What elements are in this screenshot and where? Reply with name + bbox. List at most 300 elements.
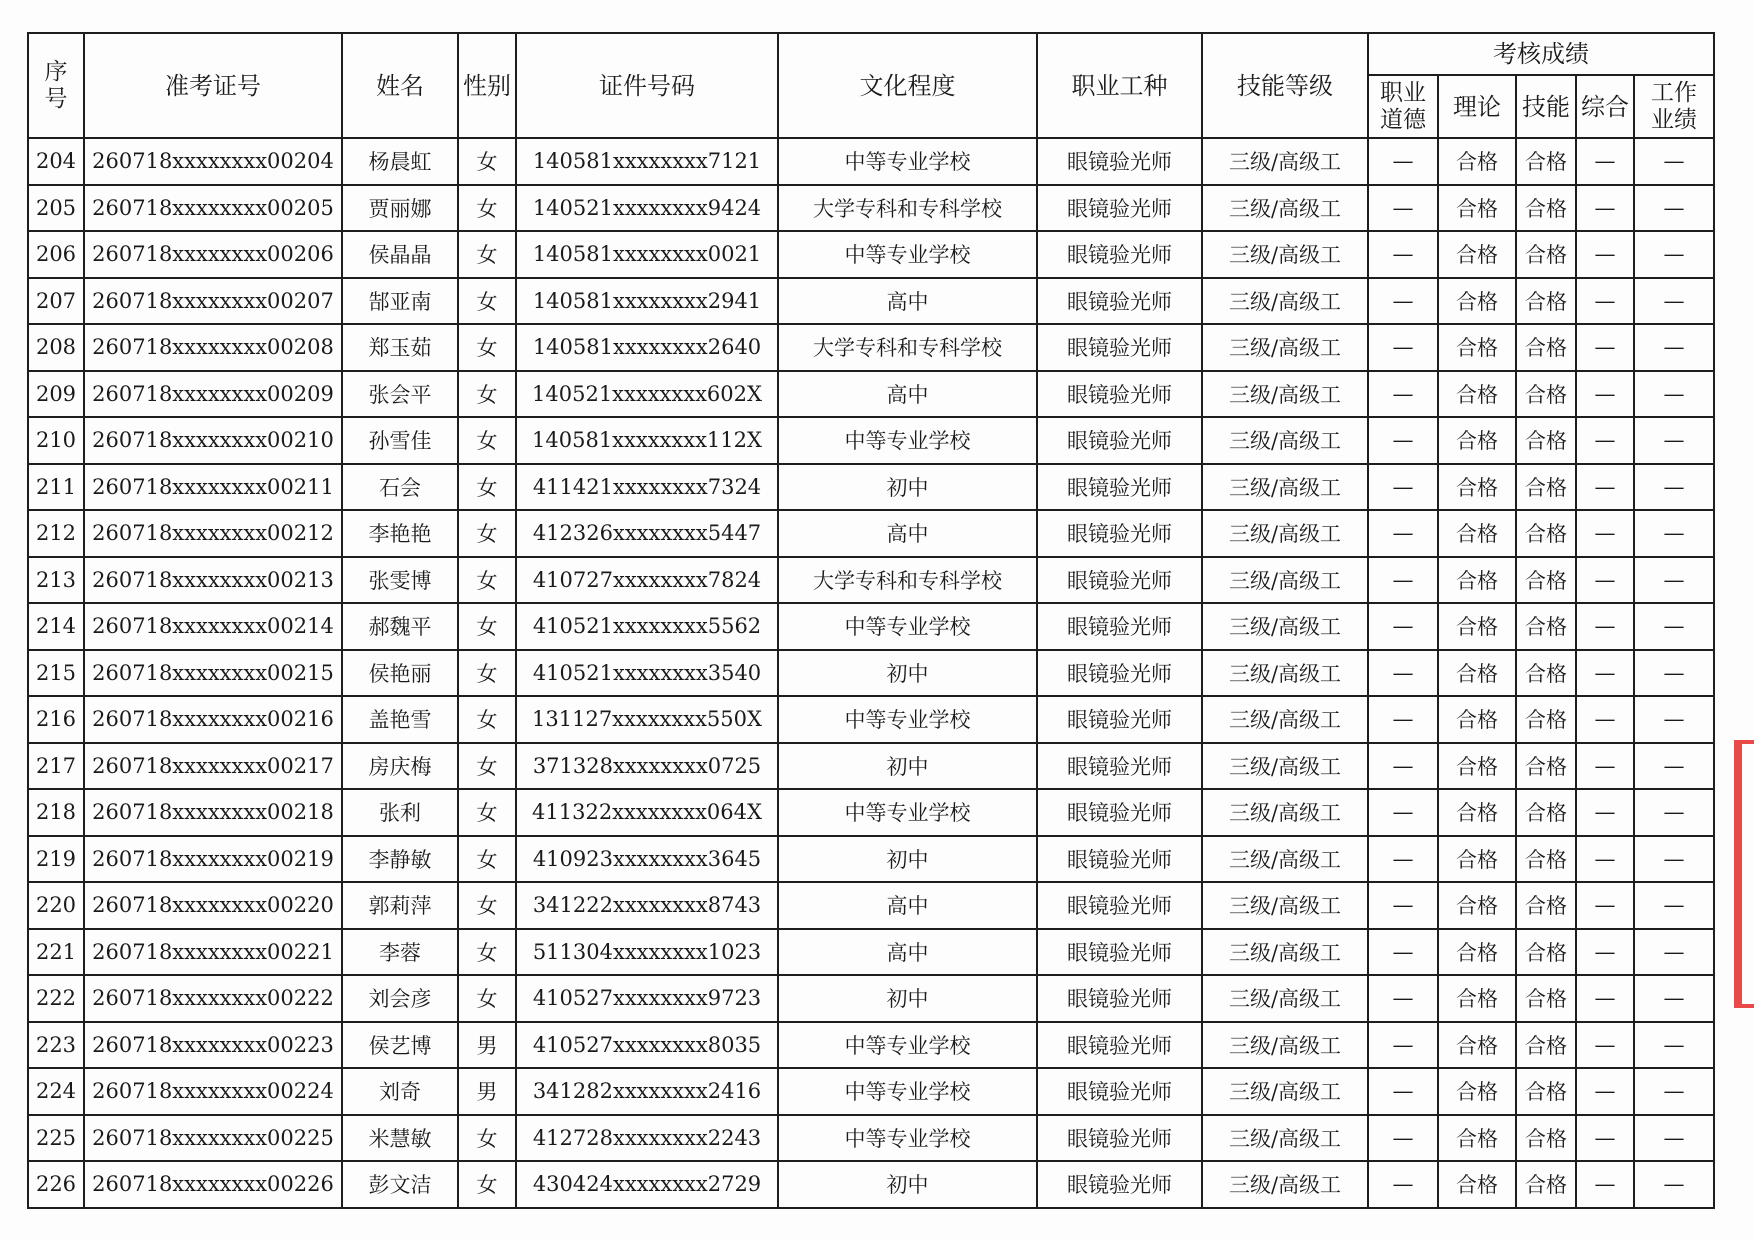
- cell-skill: 合格: [1516, 975, 1576, 1022]
- cell-seq: 214: [28, 603, 84, 650]
- table-row: [28, 1068, 1714, 1115]
- cell-performance: —: [1634, 185, 1714, 232]
- cell-occupation: 眼镜验光师: [1037, 603, 1202, 650]
- cell-skill-level: 三级/高级工: [1202, 882, 1368, 929]
- table-row: [28, 650, 1714, 697]
- cell-name: 郜亚南: [342, 278, 458, 325]
- cell-theory: 合格: [1438, 185, 1516, 232]
- cell-skill-level: 三级/高级工: [1202, 417, 1368, 464]
- cell-theory: 合格: [1438, 650, 1516, 697]
- cell-education: 大学专科和专科学校: [778, 557, 1037, 604]
- cell-exam-id: 260718xxxxxxxx00219: [84, 836, 342, 883]
- cell-comprehensive: —: [1576, 789, 1634, 836]
- cell-id-no: 410521xxxxxxxx3540: [516, 650, 778, 697]
- cell-occupation: 眼镜验光师: [1037, 138, 1202, 185]
- cell-skill: 合格: [1516, 464, 1576, 511]
- cell-ethics: —: [1368, 696, 1438, 743]
- cell-skill: 合格: [1516, 185, 1576, 232]
- cell-exam-id: 260718xxxxxxxx00216: [84, 696, 342, 743]
- cell-skill-level: 三级/高级工: [1202, 1022, 1368, 1069]
- header-education: 文化程度: [778, 33, 1037, 138]
- cell-comprehensive: —: [1576, 836, 1634, 883]
- header-theory: 理论: [1438, 75, 1516, 138]
- cell-name: 侯艳丽: [342, 650, 458, 697]
- cell-ethics: —: [1368, 371, 1438, 418]
- cell-gender: 女: [458, 1161, 516, 1208]
- cell-id-no: 410527xxxxxxxx8035: [516, 1022, 778, 1069]
- cell-comprehensive: —: [1576, 929, 1634, 976]
- cell-skill: 合格: [1516, 1161, 1576, 1208]
- cell-id-no: 511304xxxxxxxx1023: [516, 929, 778, 976]
- cell-education: 大学专科和专科学校: [778, 324, 1037, 371]
- cell-performance: —: [1634, 929, 1714, 976]
- cell-name: 刘奇: [342, 1068, 458, 1115]
- table-row: [28, 557, 1714, 604]
- table-row: [28, 231, 1714, 278]
- cell-gender: 女: [458, 278, 516, 325]
- cell-id-no: 341222xxxxxxxx8743: [516, 882, 778, 929]
- cell-education: 中等专业学校: [778, 1068, 1037, 1115]
- cell-skill-level: 三级/高级工: [1202, 510, 1368, 557]
- cell-id-no: 140581xxxxxxxx0021: [516, 231, 778, 278]
- cell-gender: 女: [458, 789, 516, 836]
- cell-education: 高中: [778, 278, 1037, 325]
- cell-performance: —: [1634, 371, 1714, 418]
- cell-seq: 210: [28, 417, 84, 464]
- cell-ethics: —: [1368, 324, 1438, 371]
- cell-id-no: 412728xxxxxxxx2243: [516, 1115, 778, 1162]
- cell-skill-level: 三级/高级工: [1202, 743, 1368, 790]
- cell-seq: 212: [28, 510, 84, 557]
- cell-name: 杨晨虹: [342, 138, 458, 185]
- cell-seq: 206: [28, 231, 84, 278]
- cell-theory: 合格: [1438, 975, 1516, 1022]
- cell-theory: 合格: [1438, 464, 1516, 511]
- cell-comprehensive: —: [1576, 975, 1634, 1022]
- cell-gender: 女: [458, 696, 516, 743]
- cell-id-no: 140521xxxxxxxx602X: [516, 371, 778, 418]
- cell-id-no: 410527xxxxxxxx9723: [516, 975, 778, 1022]
- cell-performance: —: [1634, 882, 1714, 929]
- header-gender: 性别: [458, 33, 516, 138]
- header-ethics: 职业道德: [1368, 75, 1438, 138]
- table-row: [28, 278, 1714, 325]
- cell-education: 中等专业学校: [778, 231, 1037, 278]
- table-row: [28, 836, 1714, 883]
- cell-ethics: —: [1368, 557, 1438, 604]
- cell-name: 贾丽娜: [342, 185, 458, 232]
- header-id-no: 证件号码: [516, 33, 778, 138]
- cell-theory: 合格: [1438, 696, 1516, 743]
- cell-exam-id: 260718xxxxxxxx00218: [84, 789, 342, 836]
- cell-gender: 女: [458, 836, 516, 883]
- header-occupation: 职业工种: [1037, 33, 1202, 138]
- cell-performance: —: [1634, 789, 1714, 836]
- cell-gender: 女: [458, 185, 516, 232]
- cell-occupation: 眼镜验光师: [1037, 1115, 1202, 1162]
- cell-occupation: 眼镜验光师: [1037, 464, 1202, 511]
- cell-theory: 合格: [1438, 417, 1516, 464]
- cell-theory: 合格: [1438, 1068, 1516, 1115]
- cell-occupation: 眼镜验光师: [1037, 231, 1202, 278]
- cell-education: 初中: [778, 464, 1037, 511]
- cell-gender: 女: [458, 650, 516, 697]
- cell-theory: 合格: [1438, 510, 1516, 557]
- cell-seq: 211: [28, 464, 84, 511]
- cell-exam-id: 260718xxxxxxxx00211: [84, 464, 342, 511]
- cell-skill: 合格: [1516, 1115, 1576, 1162]
- cell-seq: 222: [28, 975, 84, 1022]
- cell-exam-id: 260718xxxxxxxx00214: [84, 603, 342, 650]
- header-seq: 序号: [28, 33, 84, 138]
- cell-skill: 合格: [1516, 510, 1576, 557]
- cell-name: 盖艳雪: [342, 696, 458, 743]
- cell-ethics: —: [1368, 836, 1438, 883]
- red-seal-mark: [1734, 740, 1754, 1008]
- cell-id-no: 140581xxxxxxxx2941: [516, 278, 778, 325]
- cell-skill: 合格: [1516, 1068, 1576, 1115]
- cell-skill: 合格: [1516, 324, 1576, 371]
- cell-education: 中等专业学校: [778, 1115, 1037, 1162]
- cell-performance: —: [1634, 696, 1714, 743]
- cell-education: 中等专业学校: [778, 1022, 1037, 1069]
- cell-education: 中等专业学校: [778, 138, 1037, 185]
- cell-name: 张利: [342, 789, 458, 836]
- cell-skill-level: 三级/高级工: [1202, 278, 1368, 325]
- header-skill-level: 技能等级: [1202, 33, 1368, 138]
- table-row: [28, 464, 1714, 511]
- cell-comprehensive: —: [1576, 743, 1634, 790]
- table-row: [28, 510, 1714, 557]
- cell-exam-id: 260718xxxxxxxx00209: [84, 371, 342, 418]
- cell-gender: 女: [458, 603, 516, 650]
- table-row: [28, 789, 1714, 836]
- cell-education: 中等专业学校: [778, 696, 1037, 743]
- cell-education: 大学专科和专科学校: [778, 185, 1037, 232]
- table-row: [28, 1115, 1714, 1162]
- table-row: [28, 975, 1714, 1022]
- cell-comprehensive: —: [1576, 371, 1634, 418]
- cell-gender: 女: [458, 138, 516, 185]
- cell-exam-id: 260718xxxxxxxx00206: [84, 231, 342, 278]
- table-row: [28, 138, 1714, 185]
- cell-gender: 男: [458, 1068, 516, 1115]
- cell-skill: 合格: [1516, 743, 1576, 790]
- cell-comprehensive: —: [1576, 696, 1634, 743]
- cell-exam-id: 260718xxxxxxxx00217: [84, 743, 342, 790]
- cell-id-no: 430424xxxxxxxx2729: [516, 1161, 778, 1208]
- cell-gender: 女: [458, 743, 516, 790]
- cell-education: 初中: [778, 836, 1037, 883]
- cell-name: 张会平: [342, 371, 458, 418]
- table-row: [28, 185, 1714, 232]
- cell-education: 高中: [778, 929, 1037, 976]
- cell-name: 侯晶晶: [342, 231, 458, 278]
- cell-occupation: 眼镜验光师: [1037, 1068, 1202, 1115]
- cell-skill-level: 三级/高级工: [1202, 603, 1368, 650]
- cell-seq: 219: [28, 836, 84, 883]
- cell-ethics: —: [1368, 417, 1438, 464]
- cell-seq: 217: [28, 743, 84, 790]
- cell-comprehensive: —: [1576, 1115, 1634, 1162]
- table-row: [28, 882, 1714, 929]
- cell-id-no: 410727xxxxxxxx7824: [516, 557, 778, 604]
- cell-gender: 女: [458, 557, 516, 604]
- cell-occupation: 眼镜验光师: [1037, 882, 1202, 929]
- cell-education: 初中: [778, 1161, 1037, 1208]
- cell-ethics: —: [1368, 231, 1438, 278]
- cell-comprehensive: —: [1576, 278, 1634, 325]
- cell-performance: —: [1634, 464, 1714, 511]
- cell-occupation: 眼镜验光师: [1037, 743, 1202, 790]
- cell-name: 李艳艳: [342, 510, 458, 557]
- cell-gender: 女: [458, 510, 516, 557]
- cell-skill: 合格: [1516, 789, 1576, 836]
- cell-gender: 女: [458, 882, 516, 929]
- cell-ethics: —: [1368, 882, 1438, 929]
- cell-occupation: 眼镜验光师: [1037, 1022, 1202, 1069]
- cell-skill-level: 三级/高级工: [1202, 231, 1368, 278]
- header-name: 姓名: [342, 33, 458, 138]
- cell-theory: 合格: [1438, 743, 1516, 790]
- cell-gender: 女: [458, 929, 516, 976]
- cell-skill-level: 三级/高级工: [1202, 789, 1368, 836]
- cell-ethics: —: [1368, 1115, 1438, 1162]
- table-row: [28, 1022, 1714, 1069]
- cell-id-no: 410923xxxxxxxx3645: [516, 836, 778, 883]
- cell-education: 高中: [778, 371, 1037, 418]
- cell-occupation: 眼镜验光师: [1037, 278, 1202, 325]
- cell-seq: 215: [28, 650, 84, 697]
- cell-skill-level: 三级/高级工: [1202, 1115, 1368, 1162]
- cell-gender: 女: [458, 371, 516, 418]
- cell-performance: —: [1634, 743, 1714, 790]
- cell-performance: —: [1634, 650, 1714, 697]
- cell-skill-level: 三级/高级工: [1202, 1068, 1368, 1115]
- cell-name: 侯艺博: [342, 1022, 458, 1069]
- cell-ethics: —: [1368, 510, 1438, 557]
- cell-ethics: —: [1368, 138, 1438, 185]
- cell-exam-id: 260718xxxxxxxx00222: [84, 975, 342, 1022]
- results-table: [27, 32, 1715, 1209]
- cell-name: 孙雪佳: [342, 417, 458, 464]
- table-row: [28, 417, 1714, 464]
- cell-skill: 合格: [1516, 929, 1576, 976]
- cell-comprehensive: —: [1576, 138, 1634, 185]
- cell-theory: 合格: [1438, 1161, 1516, 1208]
- cell-id-no: 131127xxxxxxxx550X: [516, 696, 778, 743]
- cell-seq: 224: [28, 1068, 84, 1115]
- cell-skill-level: 三级/高级工: [1202, 1161, 1368, 1208]
- cell-performance: —: [1634, 278, 1714, 325]
- cell-occupation: 眼镜验光师: [1037, 1161, 1202, 1208]
- cell-exam-id: 260718xxxxxxxx00213: [84, 557, 342, 604]
- cell-exam-id: 260718xxxxxxxx00204: [84, 138, 342, 185]
- cell-name: 彭文洁: [342, 1161, 458, 1208]
- cell-skill: 合格: [1516, 231, 1576, 278]
- cell-ethics: —: [1368, 929, 1438, 976]
- cell-comprehensive: —: [1576, 231, 1634, 278]
- table-row: [28, 324, 1714, 371]
- cell-exam-id: 260718xxxxxxxx00221: [84, 929, 342, 976]
- cell-ethics: —: [1368, 1022, 1438, 1069]
- cell-exam-id: 260718xxxxxxxx00215: [84, 650, 342, 697]
- cell-exam-id: 260718xxxxxxxx00225: [84, 1115, 342, 1162]
- cell-name: 李蓉: [342, 929, 458, 976]
- table-row: [28, 743, 1714, 790]
- cell-name: 郑玉茹: [342, 324, 458, 371]
- cell-skill: 合格: [1516, 696, 1576, 743]
- cell-comprehensive: —: [1576, 324, 1634, 371]
- cell-name: 米慧敏: [342, 1115, 458, 1162]
- cell-occupation: 眼镜验光师: [1037, 650, 1202, 697]
- cell-comprehensive: —: [1576, 417, 1634, 464]
- cell-seq: 216: [28, 696, 84, 743]
- cell-comprehensive: —: [1576, 1161, 1634, 1208]
- cell-exam-id: 260718xxxxxxxx00205: [84, 185, 342, 232]
- cell-performance: —: [1634, 557, 1714, 604]
- cell-education: 中等专业学校: [778, 789, 1037, 836]
- cell-ethics: —: [1368, 278, 1438, 325]
- cell-skill-level: 三级/高级工: [1202, 185, 1368, 232]
- cell-theory: 合格: [1438, 929, 1516, 976]
- cell-exam-id: 260718xxxxxxxx00208: [84, 324, 342, 371]
- table-header: [28, 33, 1714, 138]
- cell-performance: —: [1634, 1022, 1714, 1069]
- cell-seq: 205: [28, 185, 84, 232]
- cell-exam-id: 260718xxxxxxxx00223: [84, 1022, 342, 1069]
- cell-seq: 223: [28, 1022, 84, 1069]
- table-row: [28, 1161, 1714, 1208]
- cell-seq: 208: [28, 324, 84, 371]
- cell-occupation: 眼镜验光师: [1037, 557, 1202, 604]
- cell-gender: 女: [458, 975, 516, 1022]
- cell-occupation: 眼镜验光师: [1037, 371, 1202, 418]
- cell-occupation: 眼镜验光师: [1037, 185, 1202, 232]
- table-body: [28, 138, 1714, 1208]
- cell-performance: —: [1634, 138, 1714, 185]
- cell-ethics: —: [1368, 1068, 1438, 1115]
- cell-performance: —: [1634, 975, 1714, 1022]
- cell-id-no: 410521xxxxxxxx5562: [516, 603, 778, 650]
- cell-comprehensive: —: [1576, 1022, 1634, 1069]
- cell-occupation: 眼镜验光师: [1037, 324, 1202, 371]
- cell-performance: —: [1634, 1115, 1714, 1162]
- cell-name: 郭莉萍: [342, 882, 458, 929]
- cell-comprehensive: —: [1576, 464, 1634, 511]
- cell-occupation: 眼镜验光师: [1037, 417, 1202, 464]
- cell-theory: 合格: [1438, 324, 1516, 371]
- cell-id-no: 140521xxxxxxxx9424: [516, 185, 778, 232]
- cell-name: 郝魏平: [342, 603, 458, 650]
- cell-theory: 合格: [1438, 138, 1516, 185]
- cell-performance: —: [1634, 324, 1714, 371]
- cell-theory: 合格: [1438, 557, 1516, 604]
- cell-ethics: —: [1368, 789, 1438, 836]
- cell-seq: 221: [28, 929, 84, 976]
- cell-gender: 女: [458, 231, 516, 278]
- cell-theory: 合格: [1438, 603, 1516, 650]
- cell-theory: 合格: [1438, 882, 1516, 929]
- cell-occupation: 眼镜验光师: [1037, 789, 1202, 836]
- cell-ethics: —: [1368, 650, 1438, 697]
- cell-performance: —: [1634, 510, 1714, 557]
- cell-skill: 合格: [1516, 138, 1576, 185]
- cell-skill-level: 三级/高级工: [1202, 696, 1368, 743]
- cell-exam-id: 260718xxxxxxxx00210: [84, 417, 342, 464]
- cell-skill-level: 三级/高级工: [1202, 929, 1368, 976]
- cell-name: 刘会彦: [342, 975, 458, 1022]
- cell-skill-level: 三级/高级工: [1202, 324, 1368, 371]
- cell-exam-id: 260718xxxxxxxx00212: [84, 510, 342, 557]
- cell-name: 张雯博: [342, 557, 458, 604]
- cell-education: 初中: [778, 650, 1037, 697]
- cell-comprehensive: —: [1576, 882, 1634, 929]
- cell-theory: 合格: [1438, 278, 1516, 325]
- cell-id-no: 411322xxxxxxxx064X: [516, 789, 778, 836]
- cell-theory: 合格: [1438, 231, 1516, 278]
- cell-gender: 女: [458, 324, 516, 371]
- header-skill: 技能: [1516, 75, 1576, 138]
- cell-comprehensive: —: [1576, 650, 1634, 697]
- cell-occupation: 眼镜验光师: [1037, 975, 1202, 1022]
- cell-exam-id: 260718xxxxxxxx00226: [84, 1161, 342, 1208]
- cell-name: 房庆梅: [342, 743, 458, 790]
- cell-comprehensive: —: [1576, 557, 1634, 604]
- cell-seq: 213: [28, 557, 84, 604]
- cell-education: 高中: [778, 882, 1037, 929]
- cell-gender: 女: [458, 464, 516, 511]
- cell-seq: 207: [28, 278, 84, 325]
- cell-ethics: —: [1368, 1161, 1438, 1208]
- cell-skill-level: 三级/高级工: [1202, 836, 1368, 883]
- header-comprehensive: 综合: [1576, 75, 1634, 138]
- header-exam-id: 准考证号: [84, 33, 342, 138]
- cell-skill: 合格: [1516, 882, 1576, 929]
- header-row-1: [28, 33, 1714, 75]
- cell-skill: 合格: [1516, 417, 1576, 464]
- cell-skill: 合格: [1516, 278, 1576, 325]
- cell-comprehensive: —: [1576, 510, 1634, 557]
- cell-skill-level: 三级/高级工: [1202, 371, 1368, 418]
- cell-seq: 218: [28, 789, 84, 836]
- cell-theory: 合格: [1438, 371, 1516, 418]
- cell-occupation: 眼镜验光师: [1037, 510, 1202, 557]
- cell-occupation: 眼镜验光师: [1037, 929, 1202, 976]
- cell-id-no: 140581xxxxxxxx112X: [516, 417, 778, 464]
- cell-exam-id: 260718xxxxxxxx00207: [84, 278, 342, 325]
- cell-ethics: —: [1368, 464, 1438, 511]
- cell-theory: 合格: [1438, 1115, 1516, 1162]
- cell-ethics: —: [1368, 603, 1438, 650]
- cell-performance: —: [1634, 836, 1714, 883]
- cell-id-no: 140581xxxxxxxx7121: [516, 138, 778, 185]
- cell-skill: 合格: [1516, 836, 1576, 883]
- cell-theory: 合格: [1438, 1022, 1516, 1069]
- cell-performance: —: [1634, 417, 1714, 464]
- cell-seq: 209: [28, 371, 84, 418]
- cell-skill-level: 三级/高级工: [1202, 975, 1368, 1022]
- cell-performance: —: [1634, 231, 1714, 278]
- cell-id-no: 411421xxxxxxxx7324: [516, 464, 778, 511]
- cell-ethics: —: [1368, 185, 1438, 232]
- cell-ethics: —: [1368, 975, 1438, 1022]
- cell-theory: 合格: [1438, 789, 1516, 836]
- cell-id-no: 412326xxxxxxxx5447: [516, 510, 778, 557]
- cell-comprehensive: —: [1576, 185, 1634, 232]
- cell-education: 高中: [778, 510, 1037, 557]
- cell-performance: —: [1634, 1068, 1714, 1115]
